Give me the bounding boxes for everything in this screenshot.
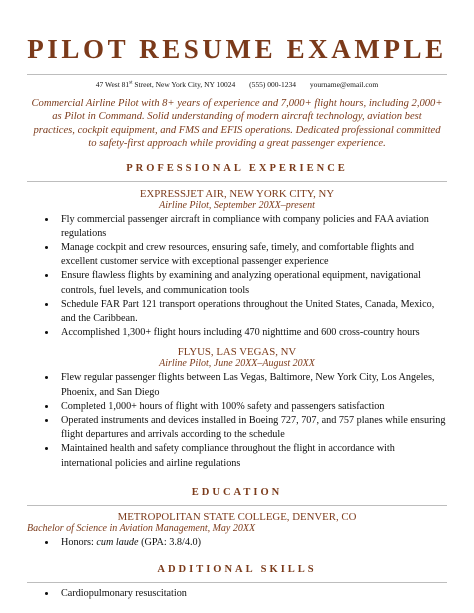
list-item: • Manage cockpit and crew resources, ensuring safe, timely, and comfortable flights and excellent customer service with exceptional passenger experience [57, 241, 447, 269]
list-item: • Fly commercial passenger aircraft in compliance with company policies and FAA aviation regulations [57, 213, 447, 241]
list-item: • Accomplished 1,300+ flight hours including 470 nighttime and 600 cross-country hours [57, 326, 447, 340]
list-item [57, 536, 447, 550]
job-role: Airline Pilot, September 20XX–present [159, 199, 315, 211]
list-item: • Completed 1,000+ hours of flight with 100% safety and passengers satisfaction [57, 400, 447, 414]
honors-gpa: (GPA: 3.8/4.0) [138, 536, 201, 548]
job-company: EXPRESSJET AIR, NEW YORK CITY, NY [139, 187, 335, 200]
education-bullets [27, 536, 447, 550]
email: yourname@email.com [309, 79, 379, 89]
job-bullets [27, 213, 447, 341]
education-heading: EDUCATION [191, 486, 283, 498]
experience-heading: PROFESSIONAL EXPERIENCE [126, 162, 348, 174]
education-divider [27, 505, 447, 506]
skills-list [27, 587, 447, 601]
honors-label: Honors: [61, 536, 97, 548]
list-item: • Cardiopulmonary resuscitation [57, 587, 447, 601]
list-item: • Ensure flawless flights by examining and analyzing operational equipment, navigational controls, fuel levels, and communication tools [57, 269, 447, 297]
contact-line [27, 78, 447, 90]
honors-value: cum laude [96, 536, 139, 548]
list-item: • Schedule FAR Part 121 transport operations throughout the United States, Canada, Mexico, and the Caribbean. [57, 298, 447, 326]
degree: Bachelor of Science in Aviation Management, May 20XX [27, 522, 256, 534]
phone: (555) 000-1234 [249, 79, 297, 89]
job-2 [27, 346, 447, 470]
page-title: PILOT RESUME EXAMPLE [27, 34, 447, 64]
job-role: Airline Pilot, June 20XX–August 20XX [159, 358, 315, 370]
skills-divider [27, 582, 447, 583]
education-entry [27, 511, 447, 550]
list-item: • Maintained health and safety compliance throughout the flight in accordance with international policies and airline regulations [57, 442, 447, 470]
skills-heading: ADDITIONAL SKILLS [157, 563, 317, 575]
list-item: • Operated instruments and devices installed in Boeing 727, 707, and 757 planes while ensuring flight departures and arrivals according to the schedule [57, 414, 447, 442]
job-bullets [27, 371, 447, 470]
header-divider [27, 74, 447, 75]
job-company: FLYUS, LAS VEGAS, NV [177, 346, 297, 359]
experience-divider [27, 181, 447, 182]
address-ordinal: st [129, 80, 133, 85]
address [96, 80, 236, 89]
address-end: Street, New York City, NY 10024 [132, 79, 236, 89]
job-1 [27, 188, 447, 341]
school-name: METROPOLITAN STATE COLLEGE, DENVER, CO [117, 510, 357, 523]
summary: Commercial Airline Pilot with 8+ years of experience and 7,000+ flight hours, including 2,000+ as Pilot in Command. Solid understanding of modern aircraft technology, aviation best practices, cockpit equipment, and FMS and EFIS operations. Dedicated professional committed to safety-first approach while providing a great passenger experience. [31, 97, 443, 149]
address-start: 47 West 81 [95, 79, 130, 89]
list-item: • Flew regular passenger flights between Las Vegas, Baltimore, New York City, Los Angeles, Phoenix, and San Diego [57, 371, 447, 399]
